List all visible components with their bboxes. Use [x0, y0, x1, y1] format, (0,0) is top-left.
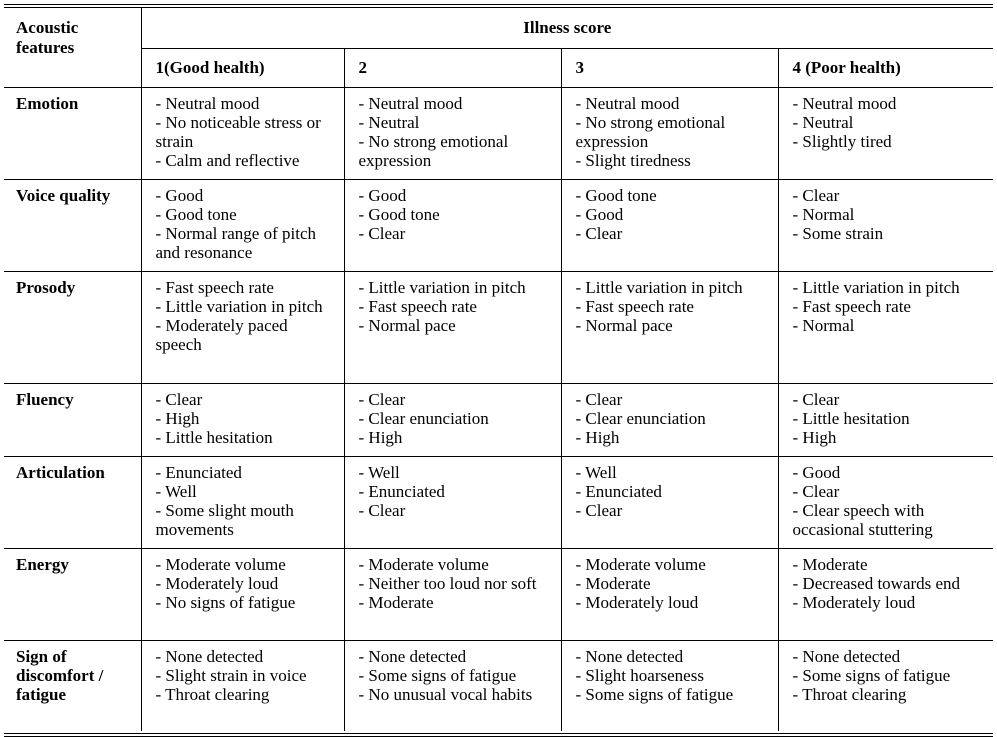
cell-list-item: - Moderately loud — [575, 593, 699, 612]
row-feature-label: Articulation — [4, 457, 141, 549]
cell-list-item: - Normal range of pitch and resonance — [155, 224, 316, 262]
table-row — [4, 641, 993, 731]
cell-list-item: - Some signs of fatigue — [575, 685, 734, 704]
cell-list-item: - High — [358, 428, 403, 447]
acoustic-features-table — [4, 8, 993, 731]
row-feature-label: Fluency — [4, 384, 141, 457]
table-cell-score-3 — [561, 88, 778, 180]
cell-list-item: - No signs of fatigue — [155, 593, 296, 612]
header-score-2: 2 — [344, 49, 561, 88]
table-cell-score-3 — [561, 549, 778, 641]
cell-list-item: - High — [575, 428, 620, 447]
cell-list-item: - No noticeable stress or strain — [155, 113, 321, 151]
cell-list-item: - Little hesitation — [792, 409, 910, 428]
table-cell-score-4 — [778, 88, 993, 180]
cell-list-item: - Clear speech with occasional stuttering — [792, 501, 933, 539]
cell-list-item: - Normal pace — [575, 316, 673, 335]
cell-list-item: - Moderate volume — [155, 555, 286, 574]
table-cell-score-4 — [778, 549, 993, 641]
cell-list-item: - Calm and reflective — [155, 151, 300, 170]
cell-list-item: - Moderate — [792, 555, 868, 574]
table-cell-score-2 — [344, 549, 561, 641]
table-body — [4, 88, 993, 731]
cell-list-item: - Neutral — [792, 113, 854, 132]
table-cell-score-3 — [561, 272, 778, 384]
row-feature-label: Voice quality — [4, 180, 141, 272]
cell-list-item: - Slight strain in voice — [155, 666, 307, 685]
cell-list-item: - None detected — [358, 647, 467, 666]
cell-list-item: - Good — [792, 463, 841, 482]
table-row — [4, 88, 993, 180]
table-cell-score-1 — [141, 272, 344, 384]
cell-list-item: - Moderately paced speech — [155, 316, 288, 354]
cell-list-item: - Some signs of fatigue — [358, 666, 517, 685]
cell-list-item: - Good tone — [155, 205, 237, 224]
table-cell-score-2 — [344, 88, 561, 180]
cell-list-item: - Neutral mood — [358, 94, 463, 113]
cell-list-item: - No unusual vocal habits — [358, 685, 533, 704]
cell-list-item: - None detected — [792, 647, 901, 666]
table-cell-score-2 — [344, 384, 561, 457]
cell-list-item: - Enunciated — [358, 482, 445, 501]
cell-list-item: - Neutral — [358, 113, 420, 132]
cell-list-item: - Enunciated — [155, 463, 242, 482]
cell-list-item: - Clear — [792, 482, 840, 501]
cell-list-item: - Normal pace — [358, 316, 456, 335]
row-feature-label: Energy — [4, 549, 141, 641]
table-row — [4, 180, 993, 272]
header-illness-score: Illness score — [141, 8, 993, 49]
cell-list-item: - Fast speech rate — [358, 297, 477, 316]
table-cell-score-3 — [561, 641, 778, 731]
cell-list-item: - Moderate volume — [358, 555, 489, 574]
header-acoustic-features: Acoustic features — [4, 8, 141, 88]
bottom-double-rule-1 — [4, 733, 993, 734]
cell-list-item: - Fast speech rate — [575, 297, 694, 316]
cell-list-item: - Little variation in pitch — [155, 297, 323, 316]
top-double-rule-1 — [4, 4, 993, 5]
cell-list-item: - Little variation in pitch — [792, 278, 960, 297]
table-cell-score-2 — [344, 180, 561, 272]
cell-list-item: - Good — [358, 186, 407, 205]
cell-list-item: - Clear — [575, 390, 623, 409]
table-cell-score-4 — [778, 457, 993, 549]
cell-list-item: - Good tone — [575, 186, 657, 205]
cell-list-item: - Fast speech rate — [155, 278, 274, 297]
cell-list-item: - Clear enunciation — [575, 409, 706, 428]
cell-list-item: - Little hesitation — [155, 428, 273, 447]
cell-list-item: - Moderate — [575, 574, 651, 593]
cell-list-item: - No strong emotional expression — [358, 132, 509, 170]
table-row — [4, 549, 993, 641]
row-feature-label: Sign of discomfort / fatigue — [4, 641, 141, 731]
table-cell-score-1 — [141, 180, 344, 272]
cell-list-item: - Neutral mood — [575, 94, 680, 113]
table-cell-score-3 — [561, 457, 778, 549]
cell-list-item: - Slightly tired — [792, 132, 892, 151]
table-cell-score-1 — [141, 88, 344, 180]
bottom-double-rule-2 — [4, 736, 993, 737]
cell-list-item: - Clear — [792, 390, 840, 409]
cell-list-item: - Clear — [358, 390, 406, 409]
cell-list-item: - Well — [358, 463, 400, 482]
cell-list-item: - Clear — [358, 501, 406, 520]
cell-list-item: - Moderate — [358, 593, 434, 612]
cell-list-item: - Little variation in pitch — [575, 278, 743, 297]
cell-list-item: - Well — [155, 482, 197, 501]
cell-list-item: - Slight tiredness — [575, 151, 691, 170]
header-score-1: 1(Good health) — [141, 49, 344, 88]
table-cell-score-1 — [141, 384, 344, 457]
cell-list-item: - Little variation in pitch — [358, 278, 526, 297]
table-cell-score-4 — [778, 180, 993, 272]
cell-list-item: - Moderately loud — [792, 593, 916, 612]
row-feature-label: Emotion — [4, 88, 141, 180]
table-cell-score-1 — [141, 641, 344, 731]
cell-list-item: - Moderate volume — [575, 555, 706, 574]
cell-list-item: - No strong emotional expression — [575, 113, 726, 151]
cell-list-item: - Good tone — [358, 205, 440, 224]
cell-list-item: - Normal — [792, 205, 855, 224]
table-cell-score-2 — [344, 272, 561, 384]
cell-list-item: - Neutral mood — [155, 94, 260, 113]
table-cell-score-3 — [561, 180, 778, 272]
cell-list-item: - Clear enunciation — [358, 409, 489, 428]
cell-list-item: - Clear — [358, 224, 406, 243]
cell-list-item: - Clear — [575, 501, 623, 520]
table-cell-score-1 — [141, 549, 344, 641]
cell-list-item: - Some slight mouth movements — [155, 501, 294, 539]
cell-list-item: - Moderately loud — [155, 574, 279, 593]
cell-list-item: - Throat clearing — [155, 685, 270, 704]
cell-list-item: - Clear — [575, 224, 623, 243]
cell-list-item: - Enunciated — [575, 482, 662, 501]
cell-list-item: - High — [792, 428, 837, 447]
cell-list-item: - Clear — [792, 186, 840, 205]
table-cell-score-4 — [778, 641, 993, 731]
table-cell-score-4 — [778, 272, 993, 384]
cell-list-item: - Neutral mood — [792, 94, 897, 113]
table-row — [4, 384, 993, 457]
cell-list-item: - Well — [575, 463, 617, 482]
table-cell-score-3 — [561, 384, 778, 457]
cell-list-item: - Fast speech rate — [792, 297, 911, 316]
table-cell-score-4 — [778, 384, 993, 457]
cell-list-item: - Some strain — [792, 224, 884, 243]
header-score-3: 3 — [561, 49, 778, 88]
cell-list-item: - Some signs of fatigue — [792, 666, 951, 685]
table-row — [4, 272, 993, 384]
header-score-4: 4 (Poor health) — [778, 49, 993, 88]
table-cell-score-2 — [344, 457, 561, 549]
row-feature-label: Prosody — [4, 272, 141, 384]
cell-list-item: - Neither too loud nor soft — [358, 574, 537, 593]
cell-list-item: - High — [155, 409, 200, 428]
cell-list-item: - Normal — [792, 316, 855, 335]
cell-list-item: - None detected — [575, 647, 684, 666]
acoustic-features-table-wrapper — [4, 4, 993, 737]
cell-list-item: - Good — [155, 186, 204, 205]
cell-list-item: - Slight hoarseness — [575, 666, 704, 685]
cell-list-item: - Clear — [155, 390, 203, 409]
table-cell-score-1 — [141, 457, 344, 549]
cell-list-item: - None detected — [155, 647, 264, 666]
table-cell-score-2 — [344, 641, 561, 731]
cell-list-item: - Good — [575, 205, 624, 224]
table-row — [4, 457, 993, 549]
cell-list-item: - Throat clearing — [792, 685, 907, 704]
cell-list-item: - Decreased towards end — [792, 574, 961, 593]
